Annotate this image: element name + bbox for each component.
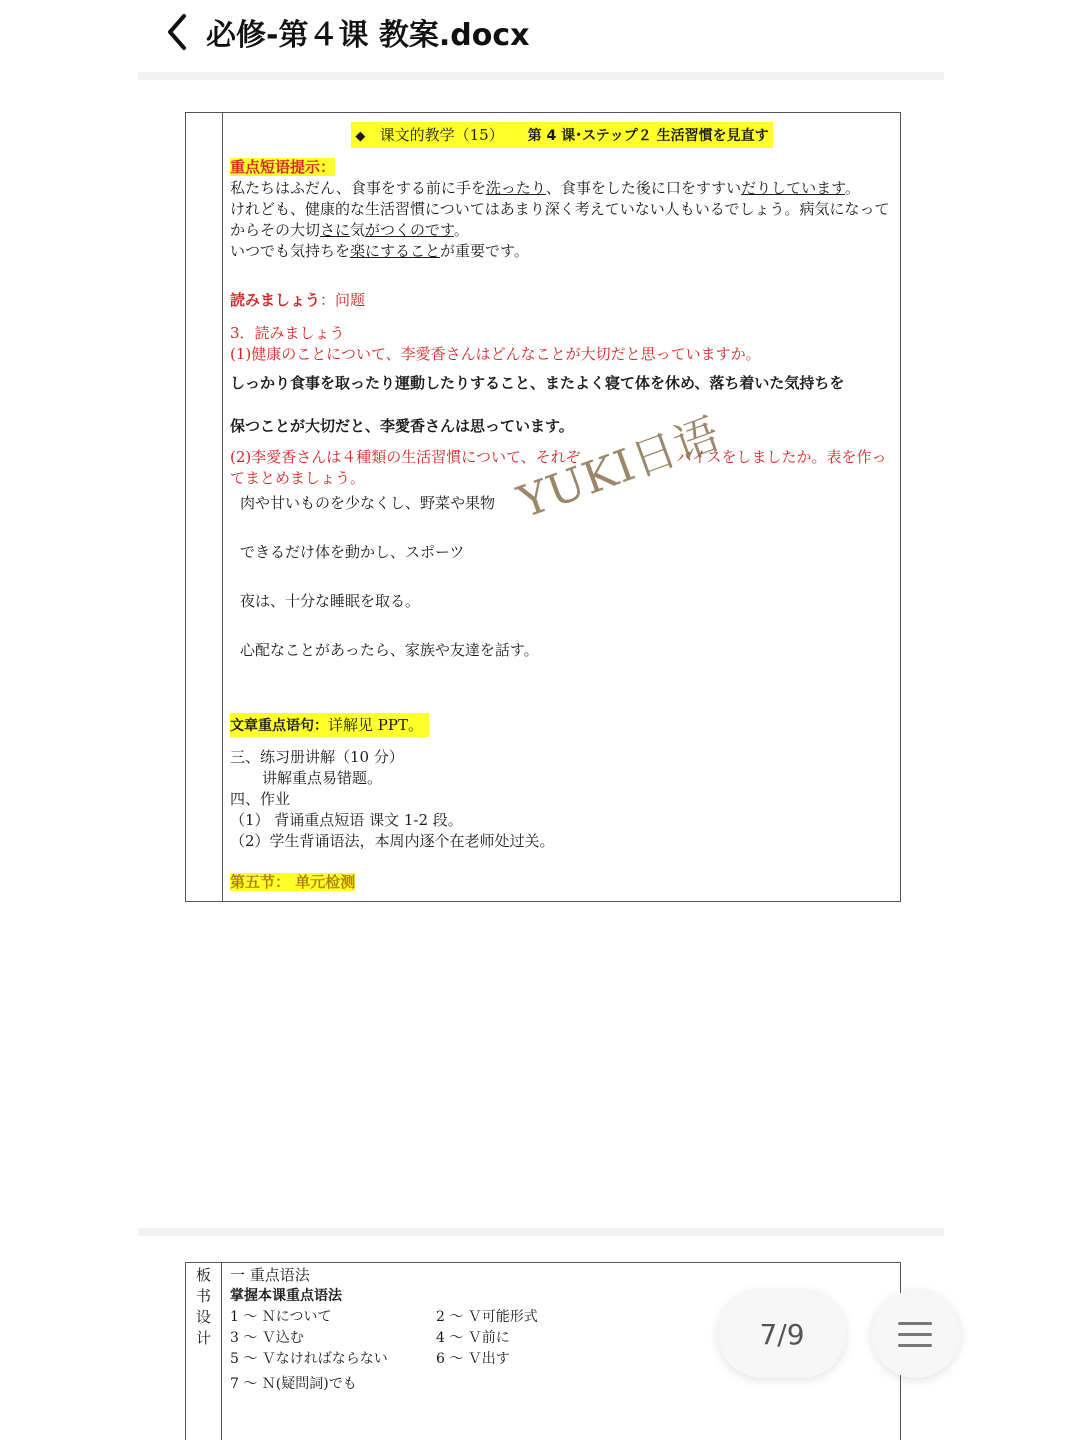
table-left-column [186,113,223,901]
section-5: 第五节： 单元检测 [230,873,356,891]
section-3-detail: 讲解重点易错题。 [262,769,383,787]
page-divider [138,72,944,80]
list-item: 心配なことがあったら、家族や友達を話す。 [240,641,539,659]
question-section: 3．読みましょう [230,324,345,342]
menu-button[interactable] [872,1290,960,1378]
app-header [0,0,1080,72]
question-1: (1)健康のことについて、李愛香さんはどんなことが大切だと思っていますか。 [230,345,761,363]
homework-2: （2）学生背诵语法，本周内逐个在老师处过关。 [230,832,555,850]
homework-1: （1） 背诵重点短语 课文 1-2 段。 [230,811,463,829]
watermark: YUKI日语 [511,408,727,529]
grammar-row: 1 ～ Ｎについて 2 ～ Ｖ可能形式 [230,1309,538,1325]
list-item: 肉や甘いものを少なくし、野菜や果物 [240,494,496,512]
list-item: 夜は、十分な睡眠を取る。 [240,592,421,610]
document-title: 必修-第４课 教案.docx [206,18,530,53]
list-item: できるだけ体を動かし、スポーツ [240,543,465,561]
section-4: 四、作业 [230,790,291,808]
grammar-row: 3 ～ Ｖ込む 4 ～ Ｖ前に [230,1330,510,1346]
grammar-subtitle: 掌握本课重点语法 [230,1288,342,1304]
lesson-title: ◆ 课文的教学（15） 第 4 课･ステップ２ 生活習慣を見直す [230,125,894,147]
board-design-label: 板 书 设 计 [186,1263,222,1440]
grammar-row: 7 ～ Ｎ(疑問詞)でも [230,1376,357,1392]
section-3: 三、练习册讲解（10 分） [230,748,404,766]
paragraph-3: いつでも気持ちを楽にすることが重要です。 [230,242,529,260]
paragraph-2: けれども、健康的な生活習慣についてはあまり深く考えていない人もいるでしょう。病気になってからその大切さに気がつくのです。 [230,200,890,239]
answer-1-line2: 保つことが大切だと、李愛香さんは思っています。 [230,417,574,435]
yomi-heading: 読みましょう：问题 [230,291,366,309]
grammar-row: 5 ～ Ｖなければならない 6 ～ Ｖ出す [230,1351,510,1367]
paragraph-1: 私たちはふだん、食事をする前に手を洗ったり、食事をした後に口をすすいだりしています。 [230,179,860,197]
page-divider-2 [138,1228,944,1236]
answer-1-line1: しっかり食事を取ったり運動したりすること、またよく寝て体を休め、落ち着いた気持ちを [230,374,845,392]
question-2: (2)李愛香さんは４種類の生活習慣について、それぞ バイスをしましたか。表を作ってまとめましょう。 [230,448,887,487]
phrase-heading: 重点短语提示： [230,158,336,176]
key-sentence-heading: 文章重点语句：详解见 PPT。 [230,715,894,737]
advice-list [240,493,894,661]
grammar-title: 一 重点语法 [230,1266,310,1284]
chevron-left-icon [160,10,200,54]
page-indicator: 7/9 [718,1290,846,1378]
back-button[interactable] [160,10,200,54]
